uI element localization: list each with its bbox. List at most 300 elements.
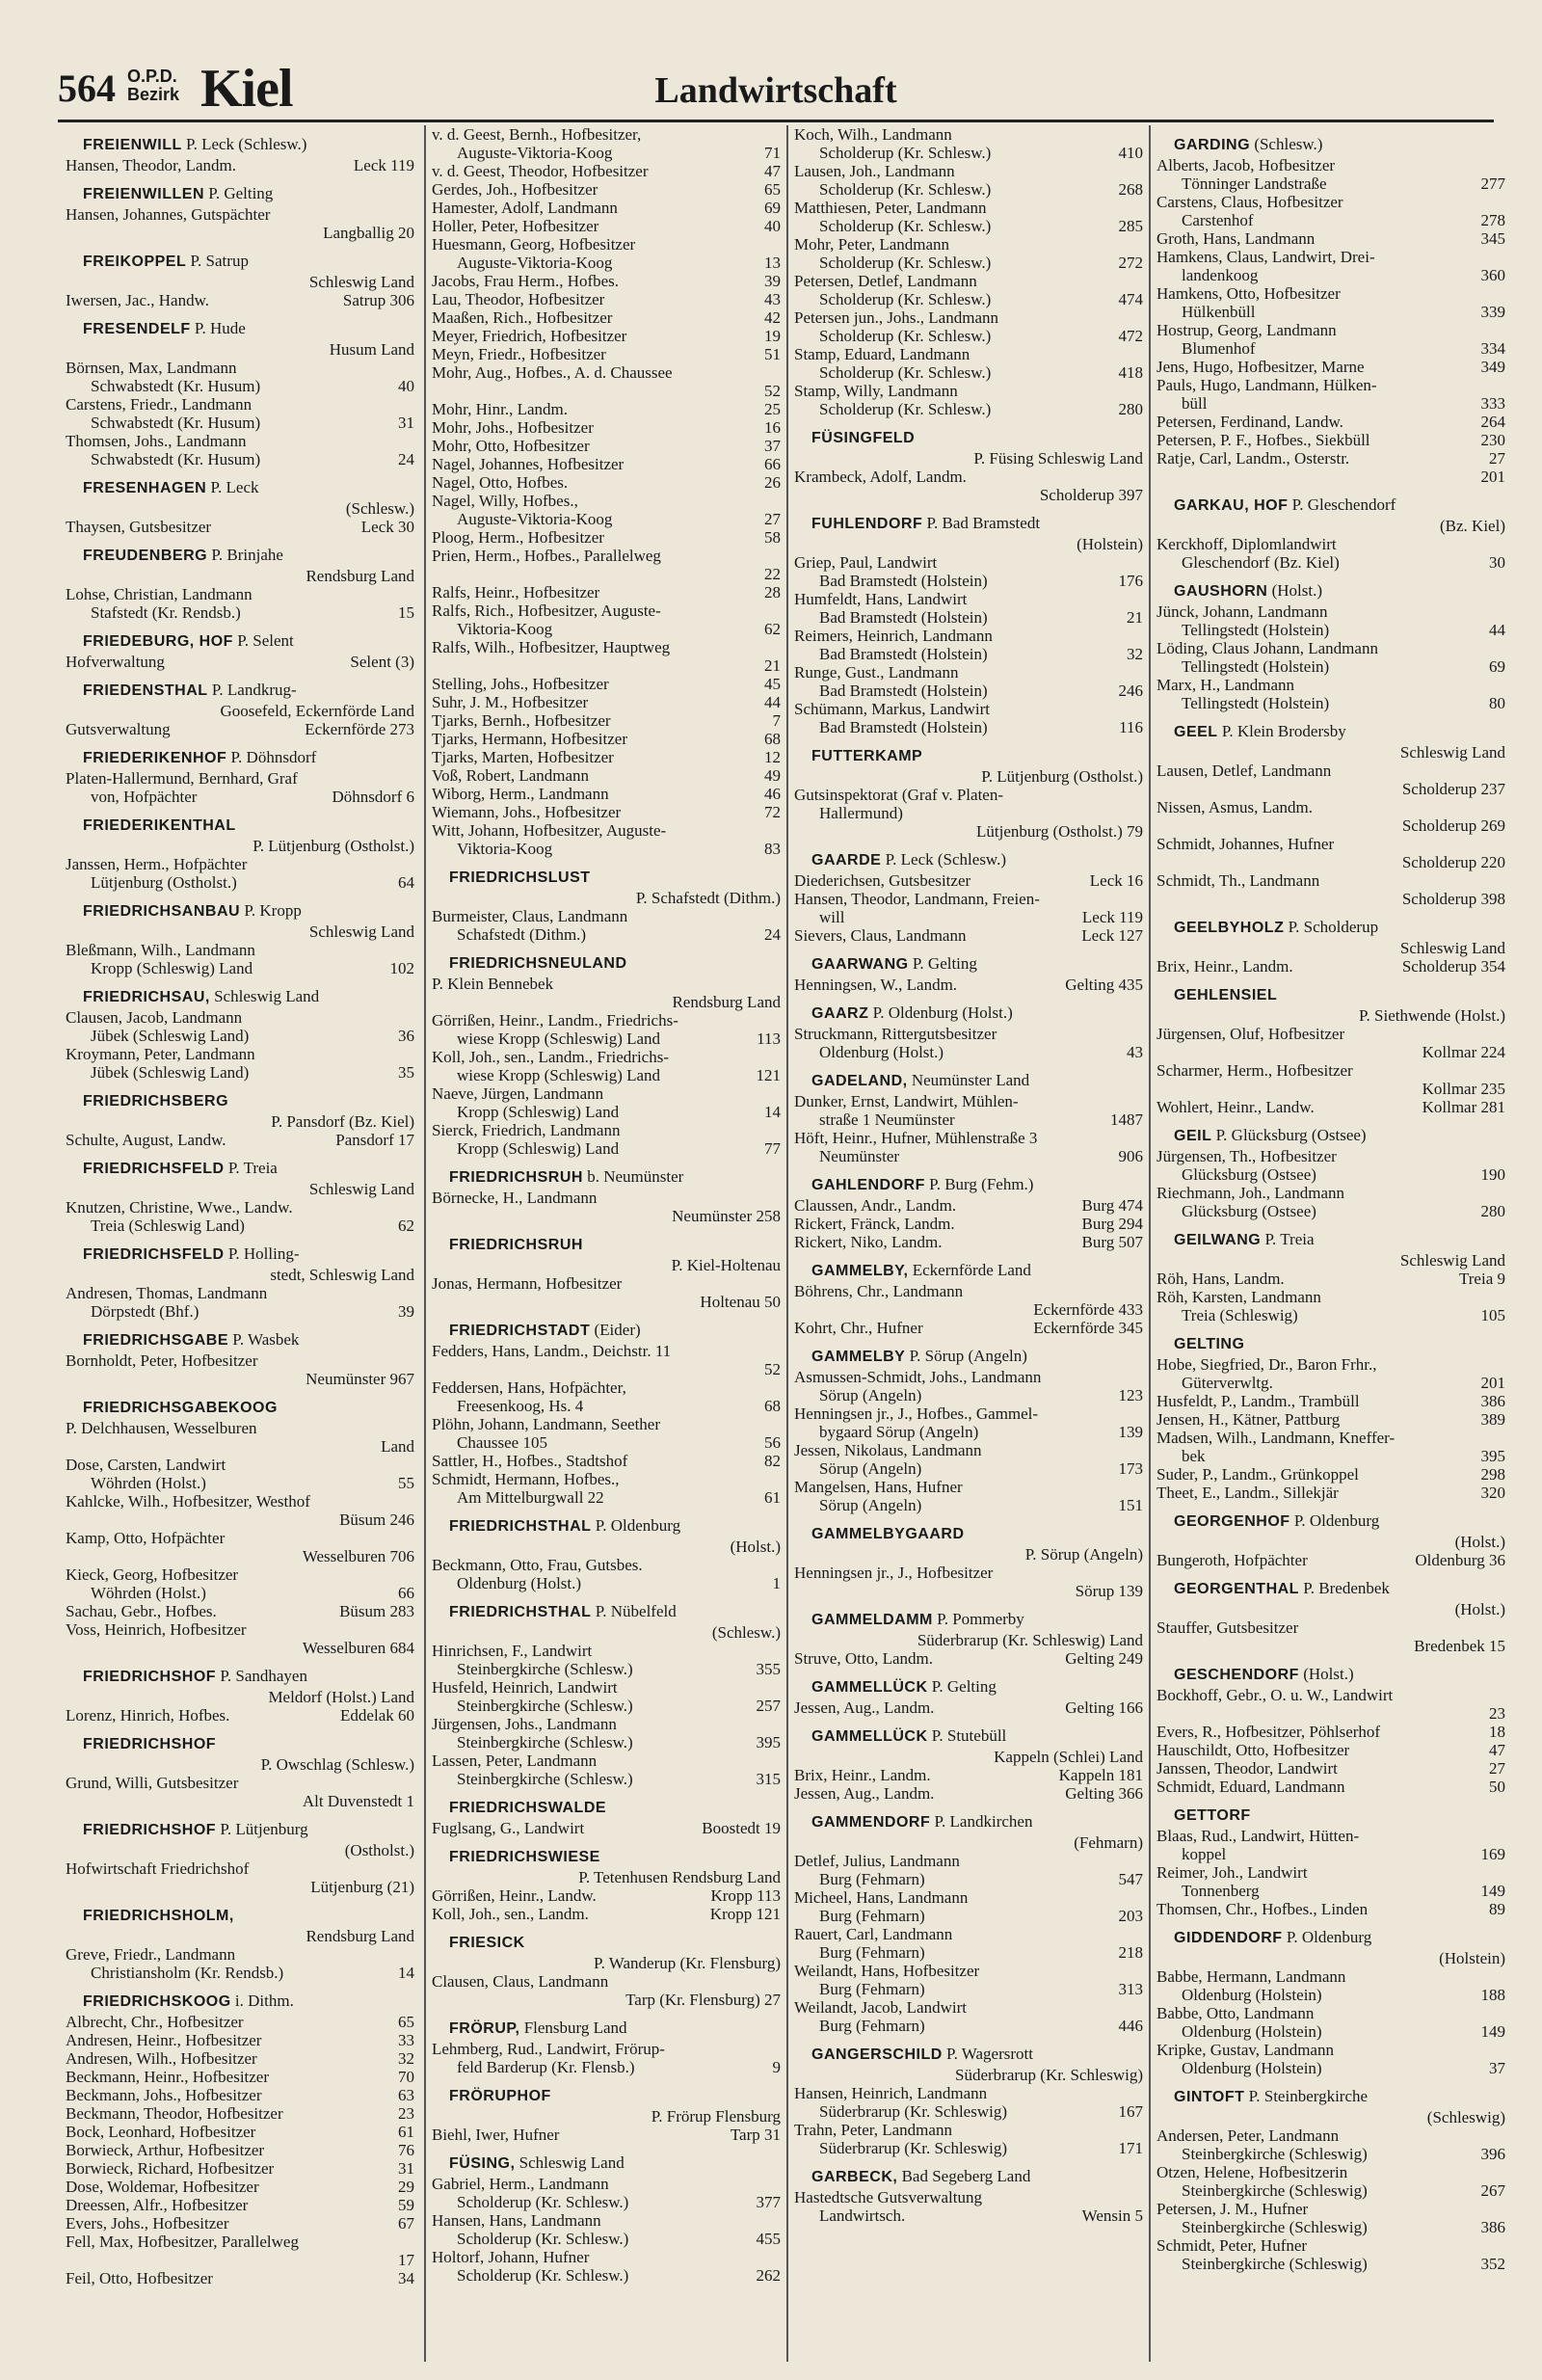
entry-line bbox=[1156, 871, 1505, 890]
place-name: GAMMELBY bbox=[811, 1349, 906, 1365]
place-heading bbox=[794, 1347, 1143, 1367]
directory-entry bbox=[66, 1045, 414, 1082]
place-heading bbox=[794, 1175, 1143, 1195]
directory-entry bbox=[432, 1972, 781, 2009]
place-postal: (Holst.) bbox=[1271, 581, 1323, 600]
entry-location: Scholderup (Kr. Schlesw.) bbox=[457, 2193, 629, 2211]
entry-line bbox=[432, 1048, 781, 1066]
entry-name: Henningsen jr., J., Hofbesitzer bbox=[794, 1564, 994, 1582]
entry-line bbox=[794, 468, 1143, 486]
directory-entry bbox=[66, 1774, 414, 1810]
place-heading bbox=[432, 1847, 781, 1867]
entry-line bbox=[432, 1715, 781, 1733]
place-postal: P. Oldenburg bbox=[1286, 1928, 1372, 1946]
entry-name: Beckmann, Otto, Frau, Gutsbes. bbox=[432, 1556, 643, 1574]
entry-name: Rauert, Carl, Landmann bbox=[794, 1925, 953, 1943]
entry-phone: 151 bbox=[1118, 1496, 1143, 1514]
place-heading bbox=[1156, 918, 1505, 938]
entry-line bbox=[432, 437, 781, 455]
entry-name: Brix, Heinr., Landm. bbox=[1156, 957, 1293, 976]
entry-line bbox=[432, 1642, 781, 1660]
entry-line bbox=[794, 976, 1143, 994]
entry-name: Evers, R., Hofbesitzer, Pöhlserhof bbox=[1156, 1723, 1381, 1741]
directory-entry bbox=[66, 2049, 414, 2068]
place-name: FRÖRUPHOF bbox=[449, 2088, 551, 2104]
place-name: FRIEDRICHSTADT bbox=[449, 1323, 591, 1339]
entry-name: Schmidt, Hermann, Hofbes., bbox=[432, 1470, 620, 1488]
entry-name: Hansen, Theodor, Landmann, Freien- bbox=[794, 890, 1040, 908]
entry-line bbox=[432, 1293, 781, 1311]
entry-line bbox=[66, 1841, 414, 1859]
place-heading bbox=[794, 428, 1143, 448]
entry-line bbox=[1156, 1618, 1505, 1637]
entry-line bbox=[432, 1770, 781, 1788]
entry-line bbox=[794, 1319, 1143, 1337]
place-name: GADELAND, bbox=[811, 1073, 908, 1089]
entry-line bbox=[66, 1639, 414, 1657]
place-postal: P. Sörup (Angeln) bbox=[909, 1347, 1027, 1365]
entry-line bbox=[794, 1110, 1143, 1129]
entry-phone: 113 bbox=[757, 1030, 781, 1048]
directory-entry bbox=[432, 199, 781, 217]
entry-line bbox=[432, 235, 781, 254]
directory-entry bbox=[1156, 1551, 1505, 1569]
place-heading bbox=[1156, 135, 1505, 155]
entry-line bbox=[1156, 1165, 1505, 1184]
entry-name: Mohr, Johs., Hofbesitzer bbox=[432, 418, 594, 437]
directory-entry bbox=[432, 1642, 781, 1678]
entry-phone: 190 bbox=[1480, 1165, 1505, 1184]
entry-line bbox=[66, 2159, 414, 2178]
entry-line bbox=[66, 702, 414, 720]
entry-location: Scholderup (Kr. Schlesw.) bbox=[819, 254, 992, 272]
entry-phone: Selent (3) bbox=[350, 653, 414, 671]
entry-line bbox=[432, 711, 781, 730]
entry-location: wiese Kropp (Schleswig) Land bbox=[457, 1066, 661, 1084]
entry-name: Evers, Johs., Hofbesitzer bbox=[66, 2214, 229, 2233]
entry-phone: Schleswig Land bbox=[1399, 1251, 1505, 1270]
entry-line bbox=[794, 308, 1143, 327]
directory-entry bbox=[1156, 1429, 1505, 1465]
entry-line bbox=[66, 414, 414, 432]
entry-name: Reimers, Heinrich, Landmann bbox=[794, 627, 993, 645]
entry-line bbox=[432, 327, 781, 345]
directory-entry bbox=[432, 1378, 781, 1415]
entry-line bbox=[794, 1888, 1143, 1907]
directory-entry bbox=[432, 1954, 781, 1972]
entry-name: Andersen, Peter, Landmann bbox=[1156, 2126, 1340, 2145]
entry-phone: P. Füsing Schleswig Land bbox=[973, 449, 1143, 468]
place-name: FRIEDRICHSRUH bbox=[449, 1169, 583, 1186]
place-heading bbox=[66, 546, 414, 566]
directory-entry bbox=[66, 567, 414, 585]
entry-location: Steinbergkirche (Schlesw.) bbox=[457, 1770, 633, 1788]
entry-line bbox=[794, 822, 1143, 841]
entry-location: Christiansholm (Kr. Rendsb.) bbox=[91, 1964, 284, 1982]
entry-name: Trahn, Peter, Landmann bbox=[794, 2121, 952, 2139]
entry-location: Sörup (Angeln) bbox=[819, 1496, 922, 1514]
directory-entry bbox=[66, 2269, 414, 2287]
entry-location: Scholderup (Kr. Schlesw.) bbox=[457, 2230, 629, 2248]
entry-line bbox=[66, 2123, 414, 2141]
entry-name: Hinrichsen, F., Landwirt bbox=[432, 1642, 593, 1660]
directory-entry bbox=[794, 663, 1143, 700]
directory-entry bbox=[1156, 2041, 1505, 2077]
place-name: FUHLENDORF bbox=[811, 516, 923, 532]
entry-line bbox=[1156, 413, 1505, 431]
directory-entry bbox=[794, 627, 1143, 663]
directory-entry bbox=[794, 235, 1143, 272]
section-title: Landwirtschaft bbox=[654, 70, 897, 111]
entry-line bbox=[432, 290, 781, 308]
entry-line bbox=[432, 1011, 781, 1030]
place-postal: P. Bredenbek bbox=[1303, 1579, 1390, 1597]
entry-line bbox=[1156, 321, 1505, 339]
place-name: FRIEDRICHSTHAL bbox=[449, 1518, 592, 1535]
entry-phone: (Schlesw.) bbox=[711, 1623, 781, 1642]
entry-phone: P. Sörup (Angeln) bbox=[1024, 1545, 1143, 1564]
entry-name: Runge, Gust., Landmann bbox=[794, 663, 959, 682]
entry-line bbox=[1156, 1600, 1505, 1618]
entry-line bbox=[1156, 2108, 1505, 2126]
entry-line bbox=[1156, 358, 1505, 376]
entry-phone: 69 bbox=[1489, 657, 1505, 676]
entry-phone: Scholderup 269 bbox=[1401, 816, 1505, 835]
directory-entry bbox=[432, 235, 781, 272]
directory-entry bbox=[66, 1755, 414, 1774]
directory-entry bbox=[432, 345, 781, 363]
entry-line bbox=[794, 1282, 1143, 1300]
directory-entry bbox=[1156, 871, 1505, 908]
entry-name: Sievers, Claus, Landmann bbox=[794, 926, 967, 945]
entry-phone: 21 bbox=[764, 656, 781, 675]
entry-line bbox=[432, 1103, 781, 1121]
entry-name: Naeve, Jürgen, Landmann bbox=[432, 1084, 604, 1103]
entry-name: Kroymann, Peter, Landmann bbox=[66, 1045, 255, 1063]
entry-line bbox=[432, 1733, 781, 1752]
place-postal: P. Steinbergkirche bbox=[1248, 2087, 1369, 2105]
entry-line bbox=[432, 2040, 781, 2058]
entry-line bbox=[432, 1256, 781, 1274]
entry-line bbox=[794, 2206, 1143, 2225]
entry-location: Wöhrden (Holst.) bbox=[91, 1584, 206, 1602]
entry-line bbox=[1156, 2059, 1505, 2077]
entry-line bbox=[66, 788, 414, 806]
entry-line bbox=[66, 1131, 414, 1149]
entry-name: Jonas, Hermann, Hofbesitzer bbox=[432, 1274, 623, 1293]
entry-name: Böhrens, Chr., Landmann bbox=[794, 1282, 964, 1300]
directory-entry bbox=[66, 855, 414, 892]
entry-phone: 65 bbox=[764, 180, 781, 199]
entry-phone: 278 bbox=[1480, 211, 1505, 229]
entry-name: Janssen, Theodor, Landwirt bbox=[1156, 1759, 1338, 1778]
entry-name: Hamkens, Claus, Landwirt, Drei- bbox=[1156, 248, 1375, 266]
entry-phone: Kollmar 224 bbox=[1422, 1043, 1505, 1061]
entry-phone: Leck 119 bbox=[353, 156, 414, 174]
entry-phone: 40 bbox=[398, 377, 414, 395]
entry-line bbox=[794, 1907, 1143, 1925]
entry-location: Am Mittelburgwall 22 bbox=[457, 1488, 604, 1507]
entry-name: Stamp, Willy, Landmann bbox=[794, 382, 958, 400]
place-name: FRIEDRICHSTHAL bbox=[449, 1604, 592, 1620]
entry-line bbox=[1156, 1447, 1505, 1465]
entry-name: Schmidt, Peter, Hufner bbox=[1156, 2236, 1308, 2255]
place-name: GAMMELDAMM bbox=[811, 1612, 933, 1628]
directory-entry bbox=[794, 1888, 1143, 1925]
entry-line bbox=[432, 638, 781, 656]
entry-line bbox=[1156, 1374, 1505, 1392]
entry-location: Burg (Fehmarn) bbox=[819, 2017, 925, 2035]
directory-entry bbox=[66, 156, 414, 174]
entry-phone: Wesselburen 684 bbox=[302, 1639, 414, 1657]
entry-phone: 377 bbox=[756, 2193, 781, 2211]
entry-line bbox=[794, 1998, 1143, 2017]
directory-entry bbox=[432, 766, 781, 785]
entry-name: Marx, H., Landmann bbox=[1156, 676, 1295, 694]
entry-phone: 17 bbox=[398, 2251, 414, 2269]
entry-line bbox=[432, 1678, 781, 1697]
entry-location: Scholderup (Kr. Schlesw.) bbox=[819, 144, 992, 162]
entry-phone: Schleswig Land bbox=[1399, 743, 1505, 762]
entry-phone: 298 bbox=[1480, 1465, 1505, 1484]
directory-entry bbox=[432, 1189, 781, 1225]
entry-line bbox=[66, 156, 414, 174]
entry-line bbox=[794, 1564, 1143, 1582]
entry-line bbox=[66, 2269, 414, 2287]
entry-location: Glücksburg (Ostsee) bbox=[1182, 1165, 1316, 1184]
place-heading bbox=[66, 1244, 414, 1265]
directory-entry bbox=[1156, 639, 1505, 676]
entry-name: Gutsinspektorat (Graf v. Platen- bbox=[794, 786, 1004, 804]
entry-line bbox=[432, 1360, 781, 1378]
entry-line bbox=[66, 941, 414, 959]
entry-line bbox=[1156, 1882, 1505, 1900]
entry-phone: Boostedt 19 bbox=[702, 1819, 781, 1837]
place-postal: P. Satrup bbox=[190, 252, 249, 270]
entry-phone: 22 bbox=[764, 565, 781, 583]
place-name: FRIEDRICHSRUH bbox=[449, 1237, 583, 1253]
entry-phone: P. Frörup Flensburg bbox=[651, 2107, 781, 2126]
entry-name: Beckmann, Theodor, Hofbesitzer bbox=[66, 2104, 283, 2123]
entry-location: Scholderup (Kr. Schlesw.) bbox=[819, 290, 992, 308]
directory-entry bbox=[794, 449, 1143, 468]
place-heading bbox=[66, 184, 414, 204]
entry-line bbox=[432, 1556, 781, 1574]
directory-entry bbox=[66, 499, 414, 518]
entry-name: Hansen, Theodor, Landm. bbox=[66, 156, 236, 174]
entry-name: Hauschildt, Otto, Hofbesitzer bbox=[1156, 1741, 1350, 1759]
directory-entry bbox=[1156, 321, 1505, 358]
place-heading bbox=[432, 1235, 781, 1255]
entry-line bbox=[1156, 1741, 1505, 1759]
entry-phone: 139 bbox=[1118, 1423, 1143, 1441]
place-name: FREIENWILLEN bbox=[83, 186, 204, 202]
entry-line bbox=[66, 1217, 414, 1235]
entry-line bbox=[66, 518, 414, 536]
entry-line bbox=[432, 2266, 781, 2285]
place-name: GAMMELBYGAARD bbox=[811, 1526, 965, 1542]
directory-entry bbox=[1156, 468, 1505, 486]
entry-location: Bad Bramstedt (Holstein) bbox=[819, 645, 988, 663]
entry-line bbox=[432, 1886, 781, 1905]
entry-phone: (Holst.) bbox=[1454, 1600, 1505, 1618]
directory-entry bbox=[66, 1266, 414, 1284]
place-postal: i. Dithm. bbox=[234, 1992, 294, 2010]
entry-line bbox=[794, 1368, 1143, 1386]
entry-phone: 68 bbox=[764, 1397, 781, 1415]
entry-name: Maaßen, Rich., Hofbesitzer bbox=[432, 308, 613, 327]
entry-line bbox=[1156, 229, 1505, 248]
entry-line bbox=[1156, 2200, 1505, 2218]
entry-phone: (Schlesw.) bbox=[345, 499, 414, 518]
entry-line bbox=[66, 1547, 414, 1565]
entry-name: Stelling, Johs., Hofbesitzer bbox=[432, 675, 609, 693]
entry-line bbox=[432, 785, 781, 803]
directory-entry bbox=[432, 418, 781, 437]
directory-entry bbox=[1156, 1533, 1505, 1551]
entry-name: Hamkens, Otto, Hofbesitzer bbox=[1156, 284, 1341, 303]
entry-line bbox=[432, 144, 781, 162]
entry-location: Burg (Fehmarn) bbox=[819, 1980, 925, 1998]
place-name: FRESENHAGEN bbox=[83, 480, 207, 496]
entry-line bbox=[794, 345, 1143, 363]
entry-line bbox=[1156, 517, 1505, 535]
entry-line bbox=[432, 975, 781, 993]
entry-name: Jürgensen, Oluf, Hofbesitzer bbox=[1156, 1025, 1345, 1043]
entry-line bbox=[1156, 1465, 1505, 1484]
entry-phone: Eckernförde 433 bbox=[1033, 1300, 1143, 1319]
entry-line bbox=[432, 1274, 781, 1293]
entry-line bbox=[1156, 798, 1505, 816]
place-name: FRIEDRICHSWALDE bbox=[449, 1800, 607, 1816]
entry-name: Nagel, Johannes, Hofbesitzer bbox=[432, 455, 625, 473]
entry-name: Meyer, Friedrich, Hofbesitzer bbox=[432, 327, 627, 345]
entry-location: Steinbergkirche (Schleswig) bbox=[1182, 2145, 1368, 2163]
entry-line bbox=[432, 1697, 781, 1715]
directory-entry bbox=[432, 1011, 781, 1048]
entry-line bbox=[66, 855, 414, 873]
entry-phone: 320 bbox=[1480, 1484, 1505, 1502]
entry-line bbox=[66, 2086, 414, 2104]
place-name: FRIEDRICHSFELD bbox=[83, 1161, 225, 1177]
entry-line bbox=[1156, 156, 1505, 174]
entry-phone: Scholderup 354 bbox=[1401, 957, 1505, 976]
place-heading bbox=[66, 1667, 414, 1687]
entry-line bbox=[794, 290, 1143, 308]
directory-entry bbox=[432, 308, 781, 327]
entry-line bbox=[432, 1030, 781, 1048]
entry-phone: P. Wanderup (Kr. Flensburg) bbox=[594, 1954, 781, 1972]
place-heading bbox=[432, 1798, 781, 1818]
entry-line bbox=[1156, 394, 1505, 413]
entry-phone: 36 bbox=[398, 1027, 414, 1045]
entry-line bbox=[794, 382, 1143, 400]
directory-entry bbox=[432, 1470, 781, 1507]
entry-name: Koll, Joh., sen., Landm., Friedrichs- bbox=[432, 1048, 669, 1066]
entry-line bbox=[1156, 1270, 1505, 1288]
place-postal: P. Holling- bbox=[227, 1244, 300, 1263]
entry-location: Schwabstedt (Kr. Husum) bbox=[91, 450, 261, 468]
place-postal: Flensburg Land bbox=[523, 2019, 627, 2037]
entry-name: Greve, Friedr., Landmann bbox=[66, 1945, 236, 1964]
entry-phone: 43 bbox=[764, 290, 781, 308]
entry-line bbox=[432, 1574, 781, 1592]
entry-phone: 34 bbox=[398, 2269, 414, 2287]
directory-entry bbox=[794, 1925, 1143, 1962]
entry-line bbox=[1156, 621, 1505, 639]
entry-line bbox=[432, 455, 781, 473]
entry-line bbox=[794, 1870, 1143, 1888]
page-number: 564 bbox=[58, 67, 116, 110]
entry-name: Nagel, Otto, Hofbes. bbox=[432, 473, 569, 492]
entry-name: Brix, Heinr., Landm. bbox=[794, 1766, 931, 1784]
entry-line bbox=[432, 748, 781, 766]
place-name: FRIEDRICHSAU, bbox=[83, 989, 210, 1005]
entry-phone: 7 bbox=[772, 711, 781, 730]
directory-entry bbox=[1156, 1355, 1505, 1392]
place-name: FRIEDRICHSHOF bbox=[83, 1736, 217, 1752]
directory-entry bbox=[432, 803, 781, 821]
entry-name: Nissen, Asmus, Landm. bbox=[1156, 798, 1313, 816]
entry-line bbox=[66, 1706, 414, 1725]
entry-name: Tjarks, Marten, Hofbesitzer bbox=[432, 748, 614, 766]
place-heading bbox=[1156, 1126, 1505, 1146]
entry-line bbox=[432, 2230, 781, 2248]
entry-phone: 349 bbox=[1480, 358, 1505, 376]
directory-entry bbox=[432, 730, 781, 748]
directory-entry bbox=[794, 2084, 1143, 2121]
place-postal: P. Treia bbox=[227, 1159, 278, 1177]
place-heading bbox=[432, 1321, 781, 1341]
entry-line bbox=[66, 585, 414, 603]
entry-name: Huesmann, Georg, Hofbesitzer bbox=[432, 235, 636, 254]
entry-line bbox=[1156, 174, 1505, 193]
directory-entry bbox=[1156, 1410, 1505, 1429]
entry-phone: 345 bbox=[1480, 229, 1505, 248]
entry-line bbox=[432, 730, 781, 748]
place-name: GEELBYHOLZ bbox=[1174, 920, 1285, 936]
entry-line bbox=[1156, 376, 1505, 394]
place-postal: P. Pommerby bbox=[937, 1610, 1024, 1628]
directory-entry bbox=[794, 1962, 1143, 1998]
entry-name: Platen-Hallermund, Bernhard, Graf bbox=[66, 769, 298, 788]
entry-phone: Kollmar 235 bbox=[1422, 1080, 1505, 1098]
directory-entry bbox=[432, 1452, 781, 1470]
entry-name: Asmussen-Schmidt, Johs., Landmann bbox=[794, 1368, 1042, 1386]
entry-name: Sierck, Friedrich, Landmann bbox=[432, 1121, 621, 1139]
entry-name: Beckmann, Heinr., Hofbesitzer bbox=[66, 2068, 270, 2086]
entry-phone: 50 bbox=[1489, 1778, 1505, 1796]
entry-line bbox=[794, 1147, 1143, 1165]
entry-line bbox=[1156, 2255, 1505, 2273]
entry-line bbox=[432, 547, 781, 565]
entry-line bbox=[1156, 1533, 1505, 1551]
entry-line bbox=[432, 1538, 781, 1556]
entry-line bbox=[66, 1045, 414, 1063]
place-heading bbox=[432, 1167, 781, 1188]
entry-phone: 418 bbox=[1118, 363, 1143, 382]
entry-location: Auguste-Viktoria-Koog bbox=[457, 144, 613, 162]
entry-line bbox=[432, 1991, 781, 2009]
entry-name: Suhr, J. M., Hofbesitzer bbox=[432, 693, 589, 711]
entry-phone: Döhnsdorf 6 bbox=[332, 788, 414, 806]
entry-line bbox=[794, 1962, 1143, 1980]
directory-entry bbox=[794, 1545, 1143, 1564]
place-postal: P. Gelting bbox=[208, 184, 274, 202]
entry-line bbox=[432, 2193, 781, 2211]
place-postal: P. Gelting bbox=[931, 1677, 997, 1696]
entry-line bbox=[66, 2031, 414, 2049]
